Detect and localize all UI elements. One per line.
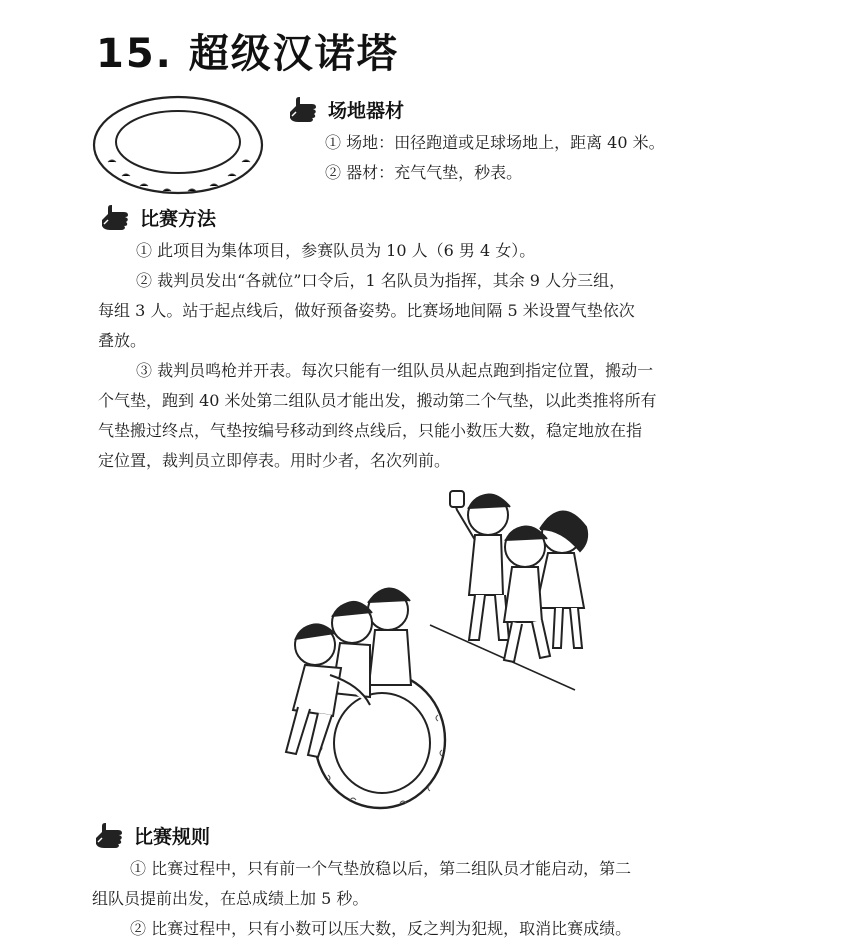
pointing-hand-icon (92, 818, 126, 852)
venue-list (325, 128, 665, 188)
method-line: ② 裁判员发出“各就位”口令后，1 名队员为指挥，其余 9 人分三组， (136, 271, 626, 290)
rules-heading-label: 比赛规则 (134, 825, 211, 848)
pointing-hand-icon (98, 200, 132, 234)
venue-heading-label: 场地器材 (328, 99, 405, 122)
method-line: 气垫搬过终点，气垫按编号移动到终点线后，只能小数压大数，稳定地放在指 (98, 421, 643, 440)
rules-body (92, 854, 792, 944)
page-title: 15. 超级汉诺塔 (96, 31, 399, 77)
children-carrying-ring-illustration (270, 485, 610, 820)
inflatable-ring-illustration (88, 92, 268, 202)
method-heading-label: 比赛方法 (140, 207, 217, 230)
method-line: 定位置，裁判员立即停表。用时少者，名次列前。 (98, 451, 451, 470)
rules-line: ② 比赛过程中，只有小数可以压大数，反之判为犯规，取消比赛成绩。 (130, 919, 632, 938)
method-line: ③ 裁判员鸣枪并开表。每次只能有一组队员从起点跑到指定位置，搬动一 (136, 361, 654, 380)
venue-heading (286, 92, 404, 126)
method-line: 每组 3 人。站于起点线后，做好预备姿势。比赛场地间隔 5 米设置气垫依次 (98, 301, 635, 320)
pointing-hand-icon (286, 92, 320, 126)
method-line: 个气垫，跑到 40 米处第二组队员才能出发，搬动第二个气垫，以此类推将所有 (98, 391, 657, 410)
venue-item: ② 器材：充气气垫，秒表。 (325, 163, 523, 182)
rules-line: 组队员提前出发，在总成绩上加 5 秒。 (92, 889, 369, 908)
rules-heading (92, 818, 210, 852)
method-line: 叠放。 (98, 331, 147, 350)
venue-item: ① 场地：田径跑道或足球场地上，距离 40 米。 (325, 133, 665, 152)
method-body (98, 236, 788, 476)
method-line: ① 此项目为集体项目，参赛队员为 10 人（6 男 4 女）。 (136, 241, 536, 260)
method-heading (98, 200, 216, 234)
rules-line: ① 比赛过程中，只有前一个气垫放稳以后，第二组队员才能启动，第二 (130, 859, 632, 878)
